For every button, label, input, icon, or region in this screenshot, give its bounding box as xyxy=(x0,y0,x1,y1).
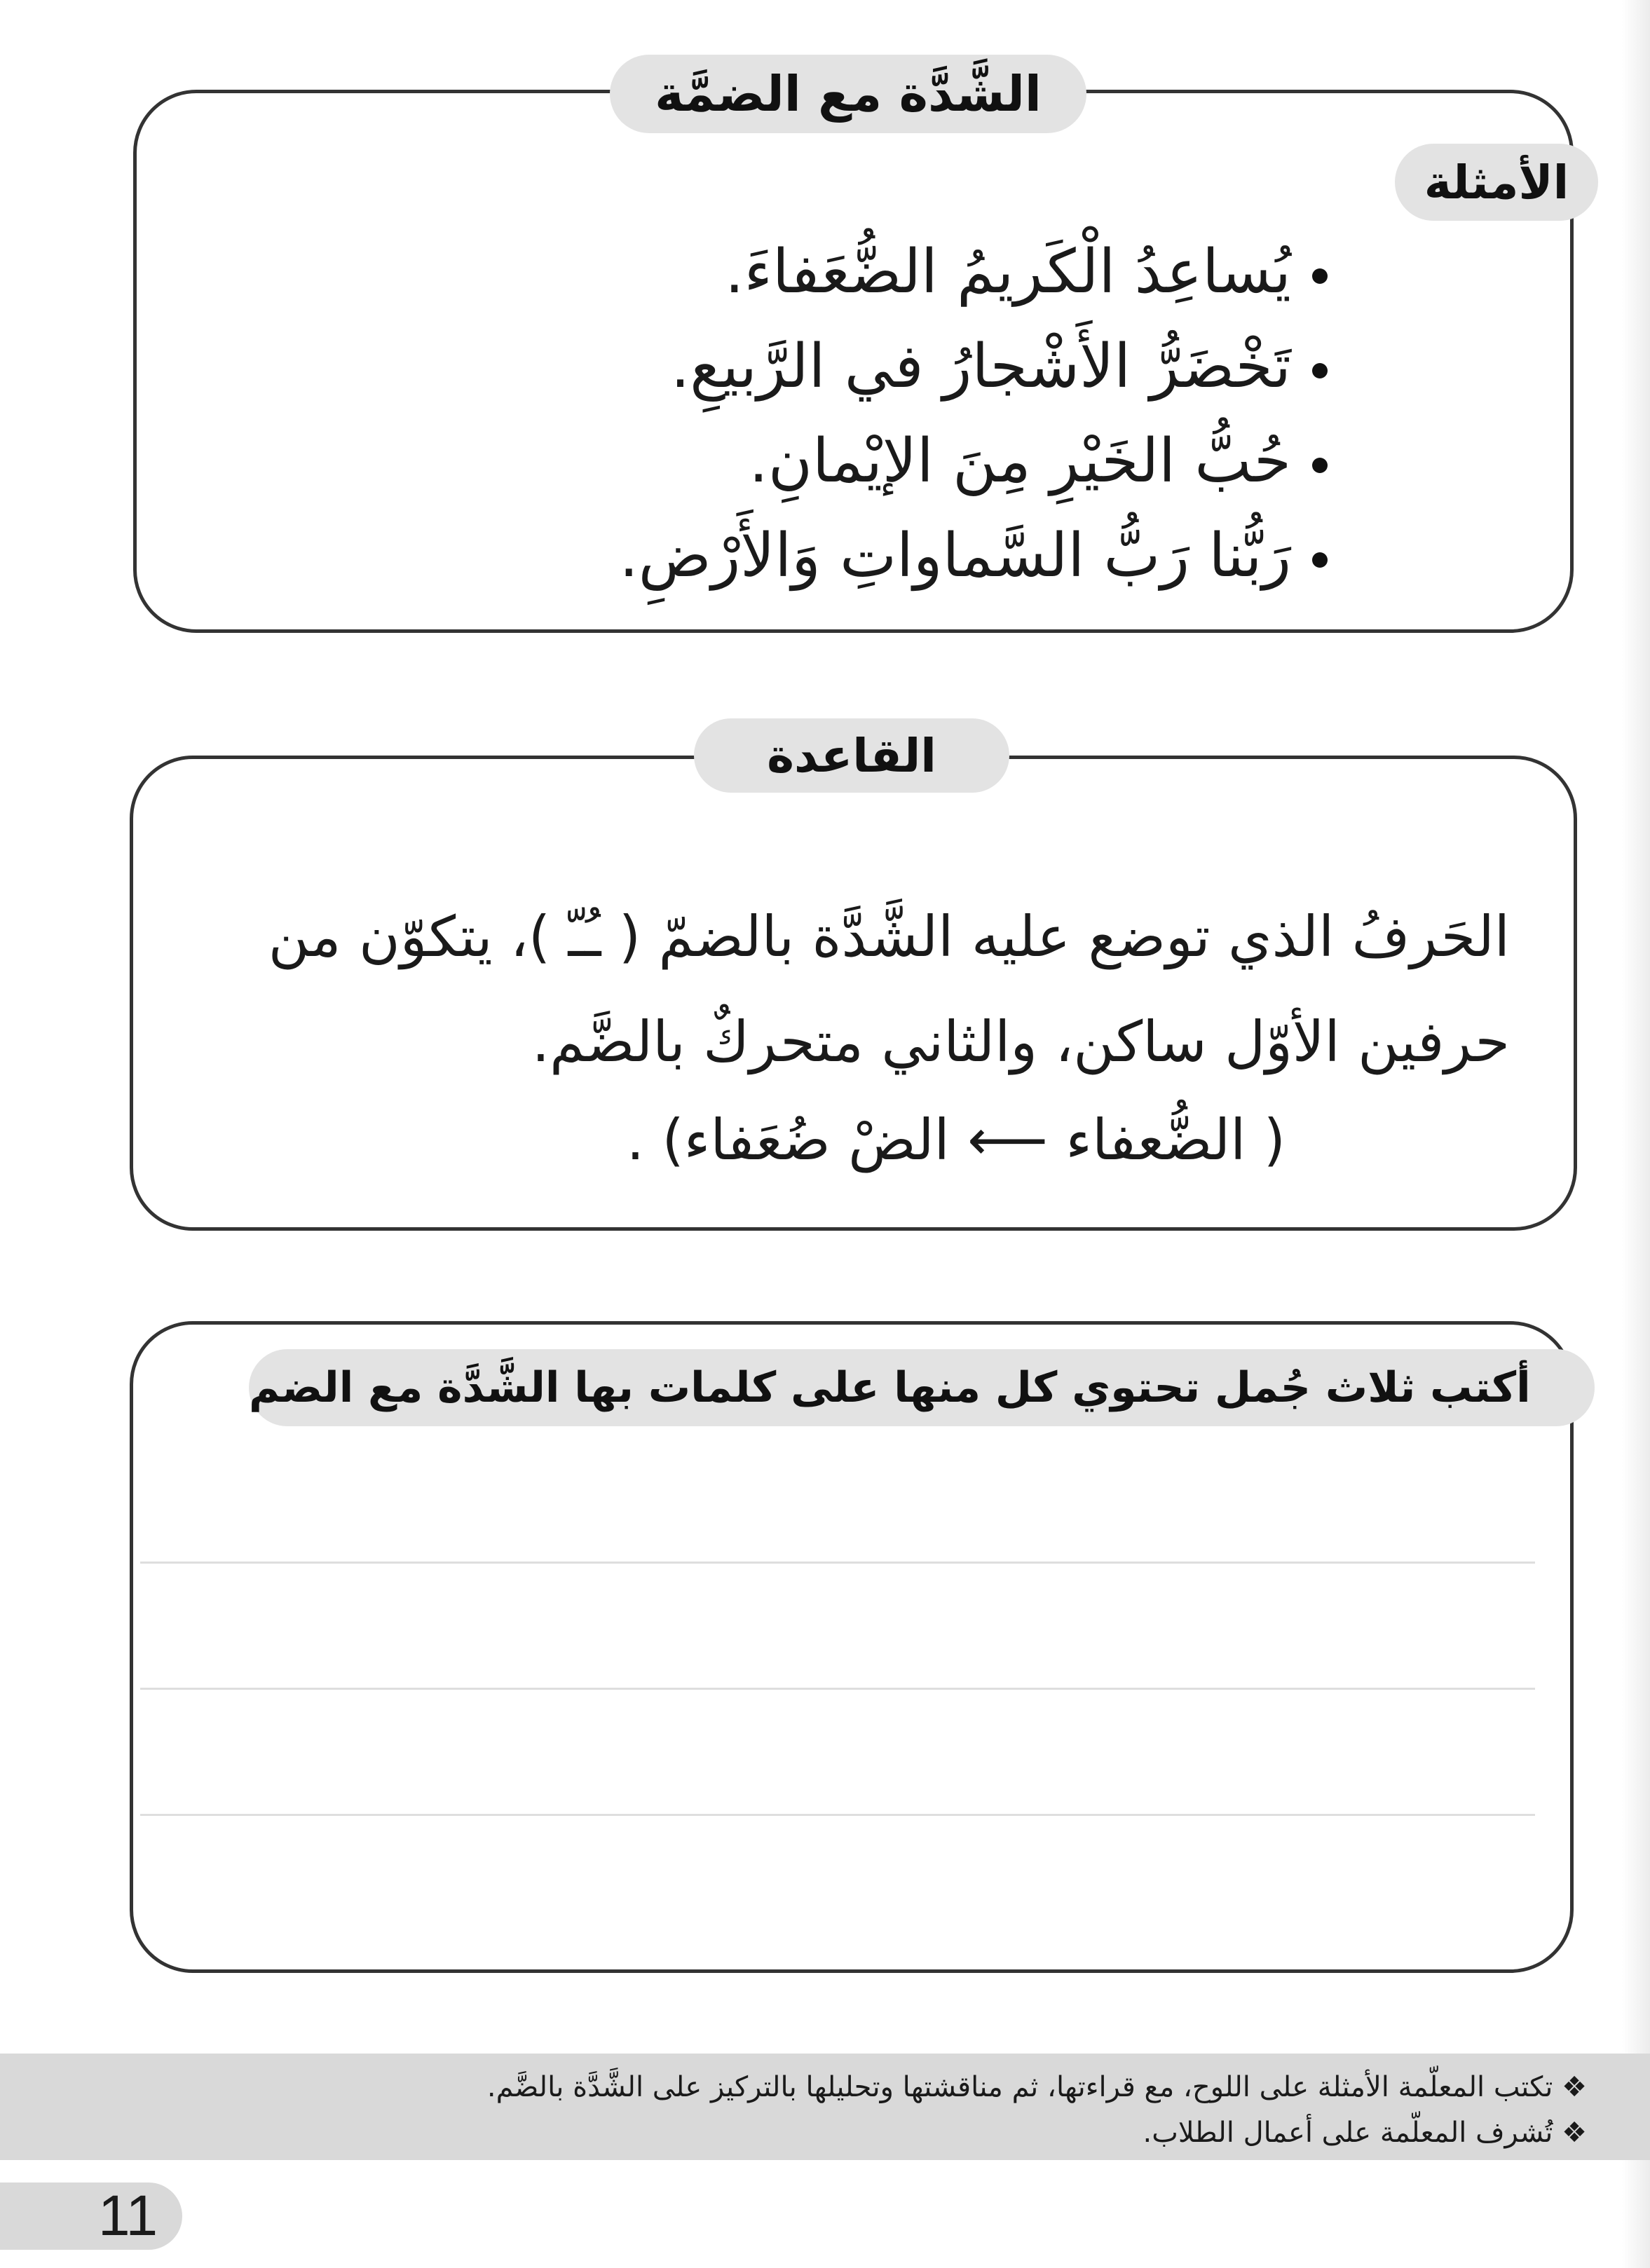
bullet-icon xyxy=(1312,552,1328,568)
example-item: تَخْضَرُّ الأَشْجارُ في الرَّبيعِ. xyxy=(671,336,1328,397)
page-edge-shadow xyxy=(1622,0,1650,2268)
examples-label-pill xyxy=(1395,144,1598,221)
example-item: يُساعِدُ الْكَريمُ الضُّعَفاءَ. xyxy=(725,242,1328,302)
writing-instruction: أكتب ثلاث جُمل تحتوي كل منها على كلمات بها الشَّدَّة مع الضم xyxy=(249,1363,1531,1412)
example-item: رَبُّنا رَبُّ السَّماواتِ وَالأَرْضِ. xyxy=(619,526,1328,586)
writing-line[interactable] xyxy=(140,1562,1535,1564)
rule-text-line: حرفين الأوّل ساكن، والثاني متحركٌ بالضَّم. xyxy=(531,1009,1510,1074)
rule-title-pill xyxy=(694,718,1009,793)
bullet-icon xyxy=(1312,268,1328,284)
writing-line[interactable] xyxy=(140,1814,1535,1816)
rule-example-line: ( الضُّعفاء ⟵ الضْ ضُعَفاء) . xyxy=(626,1107,1286,1173)
example-item: حُبُّ الخَيْرِ مِنَ الإيْمانِ. xyxy=(749,431,1328,491)
bullet-icon xyxy=(1312,458,1328,473)
writing-line[interactable] xyxy=(140,1688,1535,1690)
page-number: 11 xyxy=(98,2184,158,2248)
section-title-pill xyxy=(610,55,1086,133)
teacher-note: ❖ تكتب المعلّمة الأمثلة على اللوح، مع قراءتها، ثم مناقشتها وتحليلها بالتركيز على الشَّدَّة بالضَّم. xyxy=(486,2071,1587,2103)
instruction-pill xyxy=(249,1349,1595,1426)
teacher-note: ❖ تُشرف المعلّمة على أعمال الطلاب. xyxy=(1143,2117,1587,2149)
bullet-icon xyxy=(1312,363,1328,378)
rule-title: القاعدة xyxy=(767,728,936,783)
section-title: الشَّدَّة مع الضمَّة xyxy=(655,65,1042,123)
examples-label: الأمثلة xyxy=(1424,155,1569,210)
rule-text-line: الحَرفُ الذي توضع عليه الشَّدَّة بالضمّ ( ـُـّ )، يتكوّن من xyxy=(268,904,1510,969)
